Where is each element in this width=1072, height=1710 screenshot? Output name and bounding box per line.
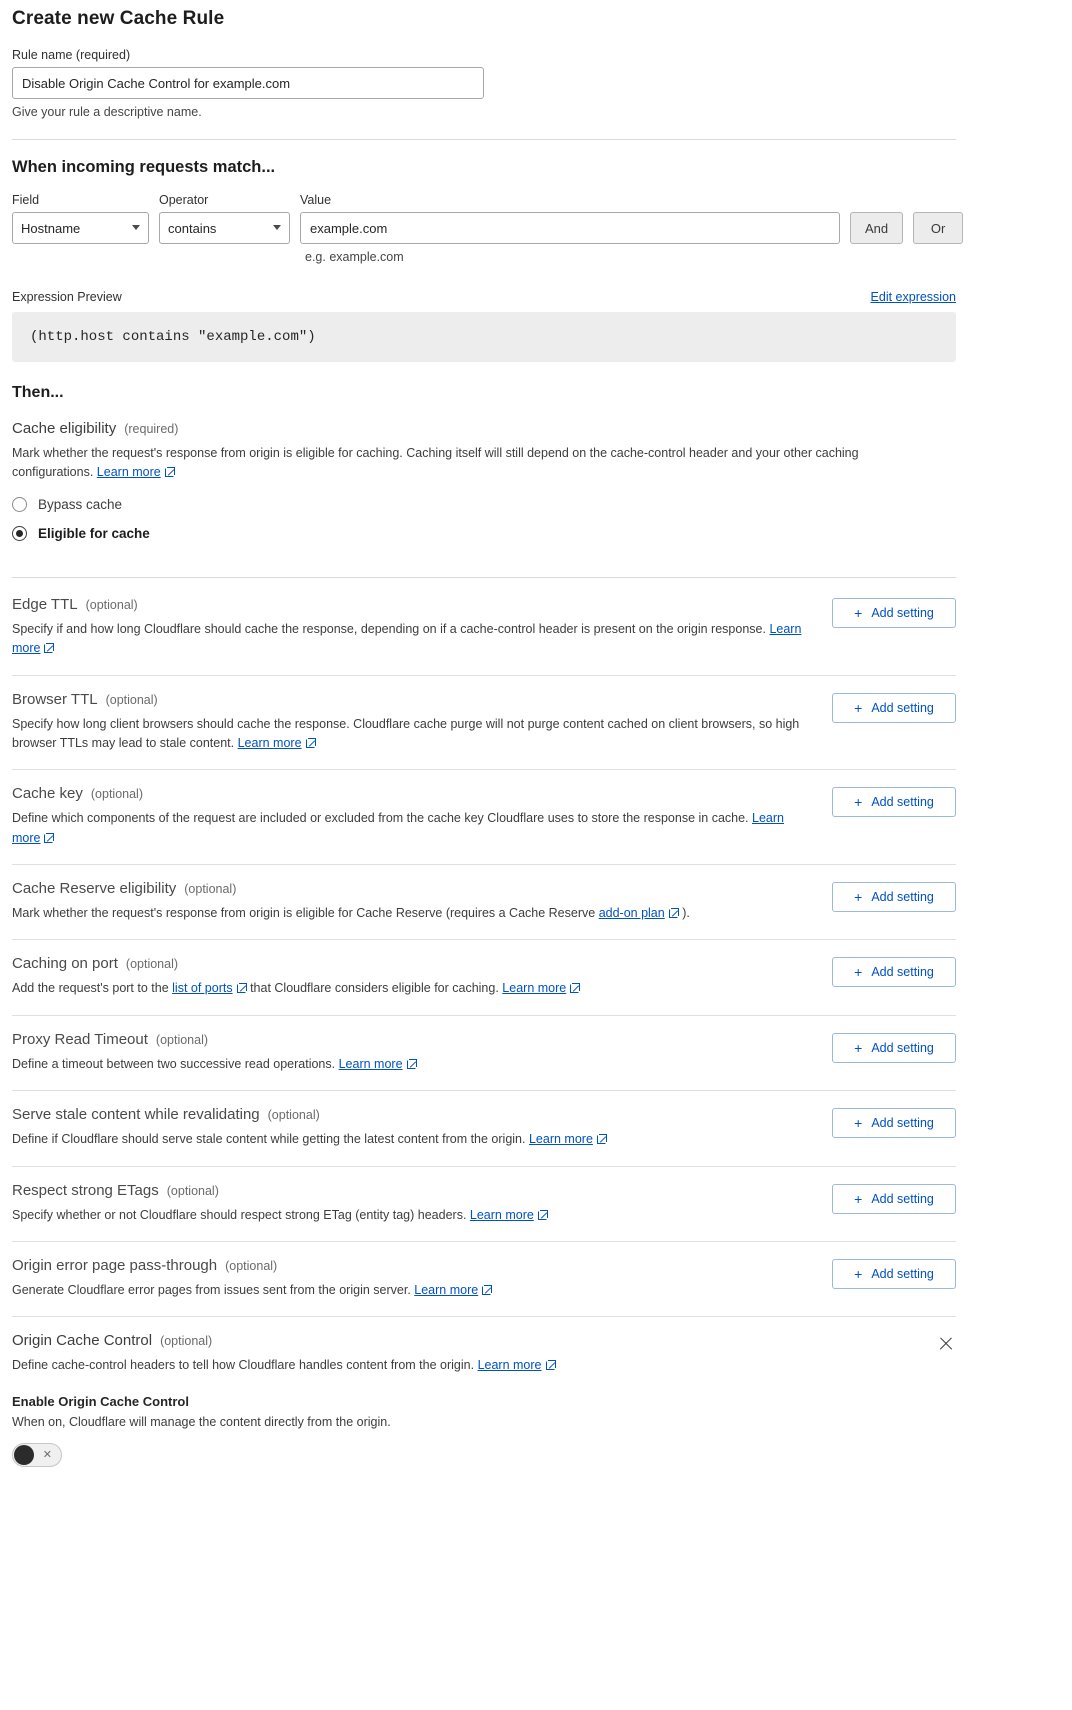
add-on-plan-link[interactable]: add-on plan bbox=[598, 906, 665, 920]
setting-optional-tag: (optional) bbox=[125, 957, 179, 972]
setting-description bbox=[12, 715, 802, 754]
learn-more-link[interactable]: Learn more bbox=[528, 1132, 593, 1147]
setting-optional-tag: (optional) bbox=[155, 1032, 209, 1047]
or-button[interactable]: Or bbox=[913, 212, 963, 244]
setting-description-text: Define which components of the request are included or excluded from the cache key Cloudflare uses to store the response in cache. bbox=[12, 811, 749, 826]
learn-more-link[interactable]: Learn more bbox=[237, 735, 302, 750]
divider bbox=[12, 139, 956, 140]
setting-title: Origin error page pass-through bbox=[12, 1256, 218, 1274]
setting-optional-tag: (optional) bbox=[225, 1258, 278, 1273]
and-button[interactable]: And bbox=[850, 212, 903, 244]
expression-preview-box: (http.host contains "example.com") bbox=[12, 312, 956, 362]
cache-eligibility-description bbox=[12, 444, 942, 483]
match-heading: When incoming requests match... bbox=[12, 158, 276, 176]
external-link-icon bbox=[669, 908, 679, 918]
close-icon[interactable] bbox=[936, 1334, 956, 1354]
add-setting-button[interactable] bbox=[832, 598, 956, 628]
rule-name-help: Give your rule a descriptive name. bbox=[12, 105, 202, 119]
external-link-icon bbox=[165, 467, 175, 477]
plus-icon: + bbox=[854, 889, 863, 905]
setting-description bbox=[12, 809, 802, 848]
edit-expression-link[interactable]: Edit expression bbox=[870, 290, 956, 304]
setting-description-text: Generate Cloudflare error pages from issues sent from the origin server. bbox=[12, 1282, 411, 1297]
value-column bbox=[300, 193, 840, 244]
plus-icon: + bbox=[854, 1115, 863, 1132]
add-setting-label: Add setting bbox=[871, 605, 934, 620]
match-row bbox=[12, 193, 956, 244]
origin-cache-control-description bbox=[12, 1356, 556, 1375]
rule-name-input[interactable] bbox=[12, 67, 484, 99]
setting-description bbox=[12, 1055, 417, 1074]
create-cache-rule-page bbox=[0, 8, 1072, 1513]
setting-optional-tag: (optional) bbox=[90, 787, 143, 802]
add-setting-button[interactable] bbox=[832, 882, 956, 912]
add-setting-button[interactable] bbox=[832, 1108, 956, 1138]
external-link-icon bbox=[306, 738, 316, 748]
divider bbox=[12, 864, 956, 865]
setting-title: Respect strong ETags bbox=[12, 1181, 159, 1199]
learn-more-link[interactable]: Learn more bbox=[338, 1056, 403, 1071]
setting-description-text: Specify how long client browsers should cache the response. Cloudflare cache purge will not purge content cached on client browsers, so high browser TTLs may lead to stale content. bbox=[12, 716, 800, 750]
setting-respect-strong-etags bbox=[12, 1182, 956, 1241]
divider bbox=[12, 1166, 956, 1167]
add-setting-button[interactable] bbox=[832, 1259, 956, 1289]
setting-title: Serve stale content while revalidating bbox=[12, 1106, 260, 1124]
cache-eligibility-description-text: Mark whether the request's response from origin is eligible for caching. Caching itself will still depend on the cache-control header and your other caching configurations. bbox=[12, 446, 859, 480]
setting-title: Cache Reserve eligibility bbox=[12, 880, 177, 897]
learn-more-link[interactable]: Learn more bbox=[477, 1358, 542, 1373]
add-setting-button[interactable] bbox=[832, 957, 956, 987]
setting-optional-tag: (optional) bbox=[267, 1108, 320, 1123]
external-link-icon bbox=[538, 1210, 548, 1220]
radio-bypass-cache-label: Bypass cache bbox=[38, 496, 123, 512]
toggle-knob bbox=[14, 1445, 34, 1465]
radio-icon bbox=[12, 497, 27, 512]
setting-cache-key bbox=[12, 785, 956, 864]
setting-title: Cache key bbox=[12, 785, 83, 803]
external-link-icon bbox=[597, 1134, 607, 1144]
add-setting-label: Add setting bbox=[871, 1116, 934, 1131]
learn-more-link[interactable]: Learn more bbox=[469, 1207, 534, 1222]
setting-title: Caching on port bbox=[12, 955, 118, 973]
list-of-ports-link[interactable]: list of ports bbox=[172, 981, 233, 996]
setting-edge-ttl bbox=[12, 596, 956, 675]
value-hint: e.g. example.com bbox=[305, 250, 404, 264]
plus-icon: + bbox=[854, 964, 863, 981]
setting-origin-error-page-pass-through bbox=[12, 1257, 956, 1316]
divider bbox=[12, 1316, 956, 1317]
setting-description bbox=[12, 1206, 548, 1225]
setting-description-text: Specify whether or not Cloudflare should respect strong ETag (entity tag) headers. bbox=[12, 1207, 467, 1222]
plus-icon: + bbox=[854, 604, 863, 621]
setting-description-text: Define a timeout between two successive read operations. bbox=[12, 1056, 336, 1071]
setting-description-pre: Add the request's port to the bbox=[12, 981, 169, 996]
and-column bbox=[850, 193, 903, 244]
learn-more-link[interactable]: Learn more bbox=[12, 811, 784, 845]
setting-description bbox=[12, 1281, 492, 1300]
add-setting-button[interactable] bbox=[832, 787, 956, 817]
field-label: Field bbox=[12, 193, 40, 207]
add-setting-label: Add setting bbox=[871, 965, 934, 980]
origin-cache-control-description-text: Define cache-control headers to tell how Cloudflare handles content from the origin. bbox=[12, 1358, 475, 1373]
setting-browser-ttl bbox=[12, 691, 956, 770]
cache-eligibility-learn-more-link[interactable]: Learn more bbox=[96, 465, 161, 480]
learn-more-link[interactable]: Learn more bbox=[502, 981, 567, 996]
setting-cache-reserve-eligibility bbox=[12, 880, 956, 939]
enable-origin-cache-control-toggle[interactable] bbox=[12, 1443, 62, 1467]
setting-description bbox=[12, 1130, 607, 1149]
setting-optional-tag: (optional) bbox=[166, 1183, 219, 1198]
divider bbox=[12, 577, 956, 578]
setting-title: Edge TTL bbox=[12, 595, 78, 613]
external-link-icon bbox=[44, 643, 54, 653]
then-heading: Then... bbox=[12, 384, 64, 401]
cache-eligibility-required-tag: (required) bbox=[124, 422, 179, 436]
divider bbox=[12, 769, 956, 770]
setting-proxy-read-timeout bbox=[12, 1031, 956, 1090]
operator-label: Operator bbox=[159, 193, 209, 207]
enable-origin-cache-control-desc: When on, Cloudflare will manage the content directly from the origin. bbox=[12, 1414, 391, 1429]
learn-more-link[interactable]: Learn more bbox=[414, 1282, 479, 1297]
setting-description-text: Specify if and how long Cloudflare should cache the response, depending on if a cache-control header is present on the origin response. bbox=[12, 621, 766, 636]
setting-origin-cache-control bbox=[12, 1332, 956, 1482]
cache-eligibility-title: Cache eligibility bbox=[12, 420, 117, 437]
field-select[interactable] bbox=[12, 212, 149, 244]
cache-eligibility-block bbox=[12, 420, 956, 557]
add-setting-label: Add setting bbox=[871, 890, 934, 904]
add-setting-label: Add setting bbox=[871, 1040, 934, 1055]
setting-description-post: ). bbox=[682, 906, 690, 920]
origin-cache-control-optional-tag: (optional) bbox=[160, 1334, 213, 1349]
expression-preview-label: Expression Preview bbox=[12, 290, 122, 304]
divider bbox=[12, 939, 956, 940]
radio-icon-selected bbox=[12, 526, 27, 541]
setting-serve-stale-content bbox=[12, 1106, 956, 1165]
add-setting-label: Add setting bbox=[871, 700, 934, 715]
external-link-icon bbox=[570, 983, 580, 993]
radio-eligible-for-cache-label: Eligible for cache bbox=[38, 525, 150, 541]
origin-cache-control-title: Origin Cache Control bbox=[12, 1332, 153, 1350]
add-setting-button[interactable] bbox=[832, 693, 956, 723]
add-setting-button[interactable] bbox=[832, 1033, 956, 1063]
operator-select[interactable] bbox=[159, 212, 290, 244]
add-setting-label: Add setting bbox=[871, 1191, 934, 1206]
external-link-icon bbox=[44, 833, 54, 843]
setting-optional-tag: (optional) bbox=[184, 882, 237, 896]
divider bbox=[12, 675, 956, 676]
setting-description-post: that Cloudflare considers eligible for caching. bbox=[250, 981, 499, 996]
setting-description-pre: Mark whether the request's response from origin is eligible for Cache Reserve (requires a Cache Reserve bbox=[12, 906, 596, 920]
divider bbox=[12, 1015, 956, 1016]
toggle-off-icon: ✕ bbox=[42, 1449, 52, 1462]
plus-icon: + bbox=[854, 1039, 863, 1056]
add-setting-button[interactable] bbox=[832, 1184, 956, 1214]
expression-preview-header bbox=[12, 290, 956, 304]
external-link-icon bbox=[546, 1360, 556, 1370]
field-column bbox=[12, 193, 149, 244]
plus-icon: + bbox=[854, 699, 863, 716]
setting-description bbox=[12, 979, 580, 998]
enable-origin-cache-control-label: Enable Origin Cache Control bbox=[12, 1393, 189, 1409]
plus-icon: + bbox=[854, 1265, 863, 1282]
page-title: Create new Cache Rule bbox=[12, 8, 225, 29]
plus-icon: + bbox=[854, 1190, 863, 1207]
setting-description-text: Define if Cloudflare should serve stale content while getting the latest content from the origin. bbox=[12, 1132, 526, 1147]
setting-caching-on-port bbox=[12, 955, 956, 1014]
divider bbox=[12, 1090, 956, 1091]
or-column bbox=[913, 193, 963, 244]
external-link-icon bbox=[407, 1059, 417, 1069]
radio-eligible-for-cache[interactable] bbox=[12, 526, 956, 541]
add-setting-label: Add setting bbox=[871, 1266, 934, 1281]
setting-title: Browser TTL bbox=[12, 690, 98, 708]
divider bbox=[12, 1241, 956, 1242]
external-link-icon bbox=[237, 983, 247, 993]
rule-name-label: Rule name (required) bbox=[12, 48, 131, 62]
setting-optional-tag: (optional) bbox=[85, 597, 138, 612]
setting-optional-tag: (optional) bbox=[105, 692, 158, 707]
value-label: Value bbox=[300, 193, 332, 207]
external-link-icon bbox=[482, 1285, 492, 1295]
setting-description bbox=[12, 620, 802, 659]
learn-more-link[interactable]: Learn more bbox=[12, 621, 802, 656]
plus-icon: + bbox=[854, 794, 863, 811]
setting-title: Proxy Read Timeout bbox=[12, 1030, 148, 1048]
value-input[interactable] bbox=[300, 212, 840, 244]
setting-description bbox=[12, 904, 690, 923]
add-setting-label: Add setting bbox=[871, 795, 934, 810]
radio-bypass-cache[interactable] bbox=[12, 497, 956, 512]
operator-column bbox=[159, 193, 290, 244]
